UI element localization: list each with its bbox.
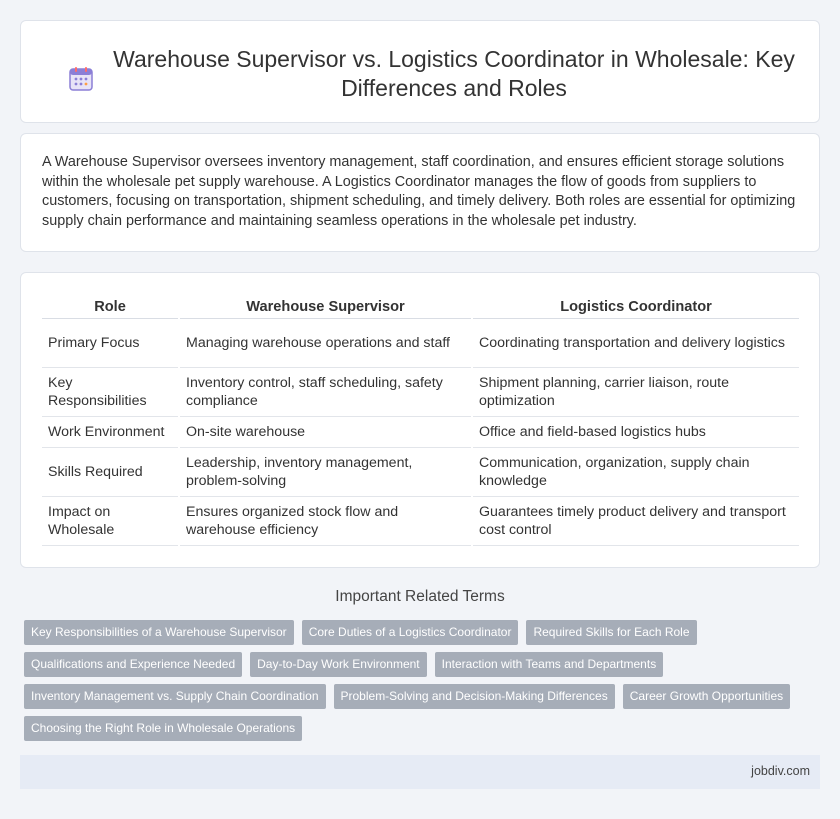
table-cell: Ensures organized stock flow and warehouse efficiency [179,496,472,545]
related-term-tag[interactable]: Day-to-Day Work Environment [250,652,427,677]
comparison-table-card [20,272,820,568]
title-card [20,20,820,123]
intro-paragraph: A Warehouse Supervisor oversees inventory management, staff coordination, and ensures efficient storage solutions within the wholesale pet supply warehouse. A Logistics Coordinator manages the flow of goods from suppliers to customers, focusing on transportation, shipment scheduling, and timely delivery. Both roles are essential for optimizing supply chain performance and maintaining seamless operations in the wholesale pet industry. [42,154,796,230]
table-cell: Office and field-based logistics hubs [472,416,799,447]
page-title: Warehouse Supervisor vs. Logistics Coordinator in Wholesale: Key Differences and Roles [113,46,795,101]
table-cell: Inventory control, staff scheduling, safety compliance [179,367,472,416]
column-header: Warehouse Supervisor [179,293,472,318]
table-cell: Primary Focus [42,318,179,367]
table-row [42,416,799,447]
related-term-tag[interactable]: Problem-Solving and Decision-Making Differences [334,684,615,709]
related-term-tag[interactable]: Qualifications and Experience Needed [24,652,242,677]
table-cell: Guarantees timely product delivery and transport cost control [472,496,799,545]
related-term-tag[interactable]: Career Growth Opportunities [623,684,790,709]
related-term-tag[interactable]: Required Skills for Each Role [526,620,696,645]
table-cell: On-site warehouse [179,416,472,447]
calendar-icon [68,66,94,92]
related-term-tag[interactable]: Inventory Management vs. Supply Chain Coordination [24,684,326,709]
column-header: Logistics Coordinator [472,293,799,318]
tag-row [24,620,697,645]
tag-row [24,716,302,741]
related-term-tag[interactable]: Choosing the Right Role in Wholesale Operations [24,716,302,741]
related-term-tag[interactable]: Core Duties of a Logistics Coordinator [302,620,519,645]
table-cell: Shipment planning, carrier liaison, route optimization [472,367,799,416]
table-row [42,318,799,367]
related-term-tag[interactable]: Interaction with Teams and Departments [435,652,664,677]
table-header-row [42,293,799,318]
table-row [42,447,799,496]
table-row [42,496,799,545]
related-term-tag[interactable]: Key Responsibilities of a Warehouse Supervisor [24,620,294,645]
table-cell: Managing warehouse operations and staff [179,318,472,367]
tag-row [24,652,663,677]
related-terms-heading: Important Related Terms [335,588,505,605]
table-cell: Work Environment [42,416,179,447]
comparison-table [42,293,799,546]
table-cell: Key Responsibilities [42,367,179,416]
intro-card [20,133,820,252]
table-cell: Impact on Wholesale [42,496,179,545]
table-cell: Skills Required [42,447,179,496]
footer-site-link[interactable]: jobdiv.com [751,764,810,778]
column-header: Role [42,293,179,318]
table-row [42,367,799,416]
table-cell: Communication, organization, supply chain knowledge [472,447,799,496]
table-cell: Coordinating transportation and delivery logistics [472,318,799,367]
footer [20,755,820,789]
table-cell: Leadership, inventory management, problem-solving [179,447,472,496]
tag-row [24,684,790,709]
